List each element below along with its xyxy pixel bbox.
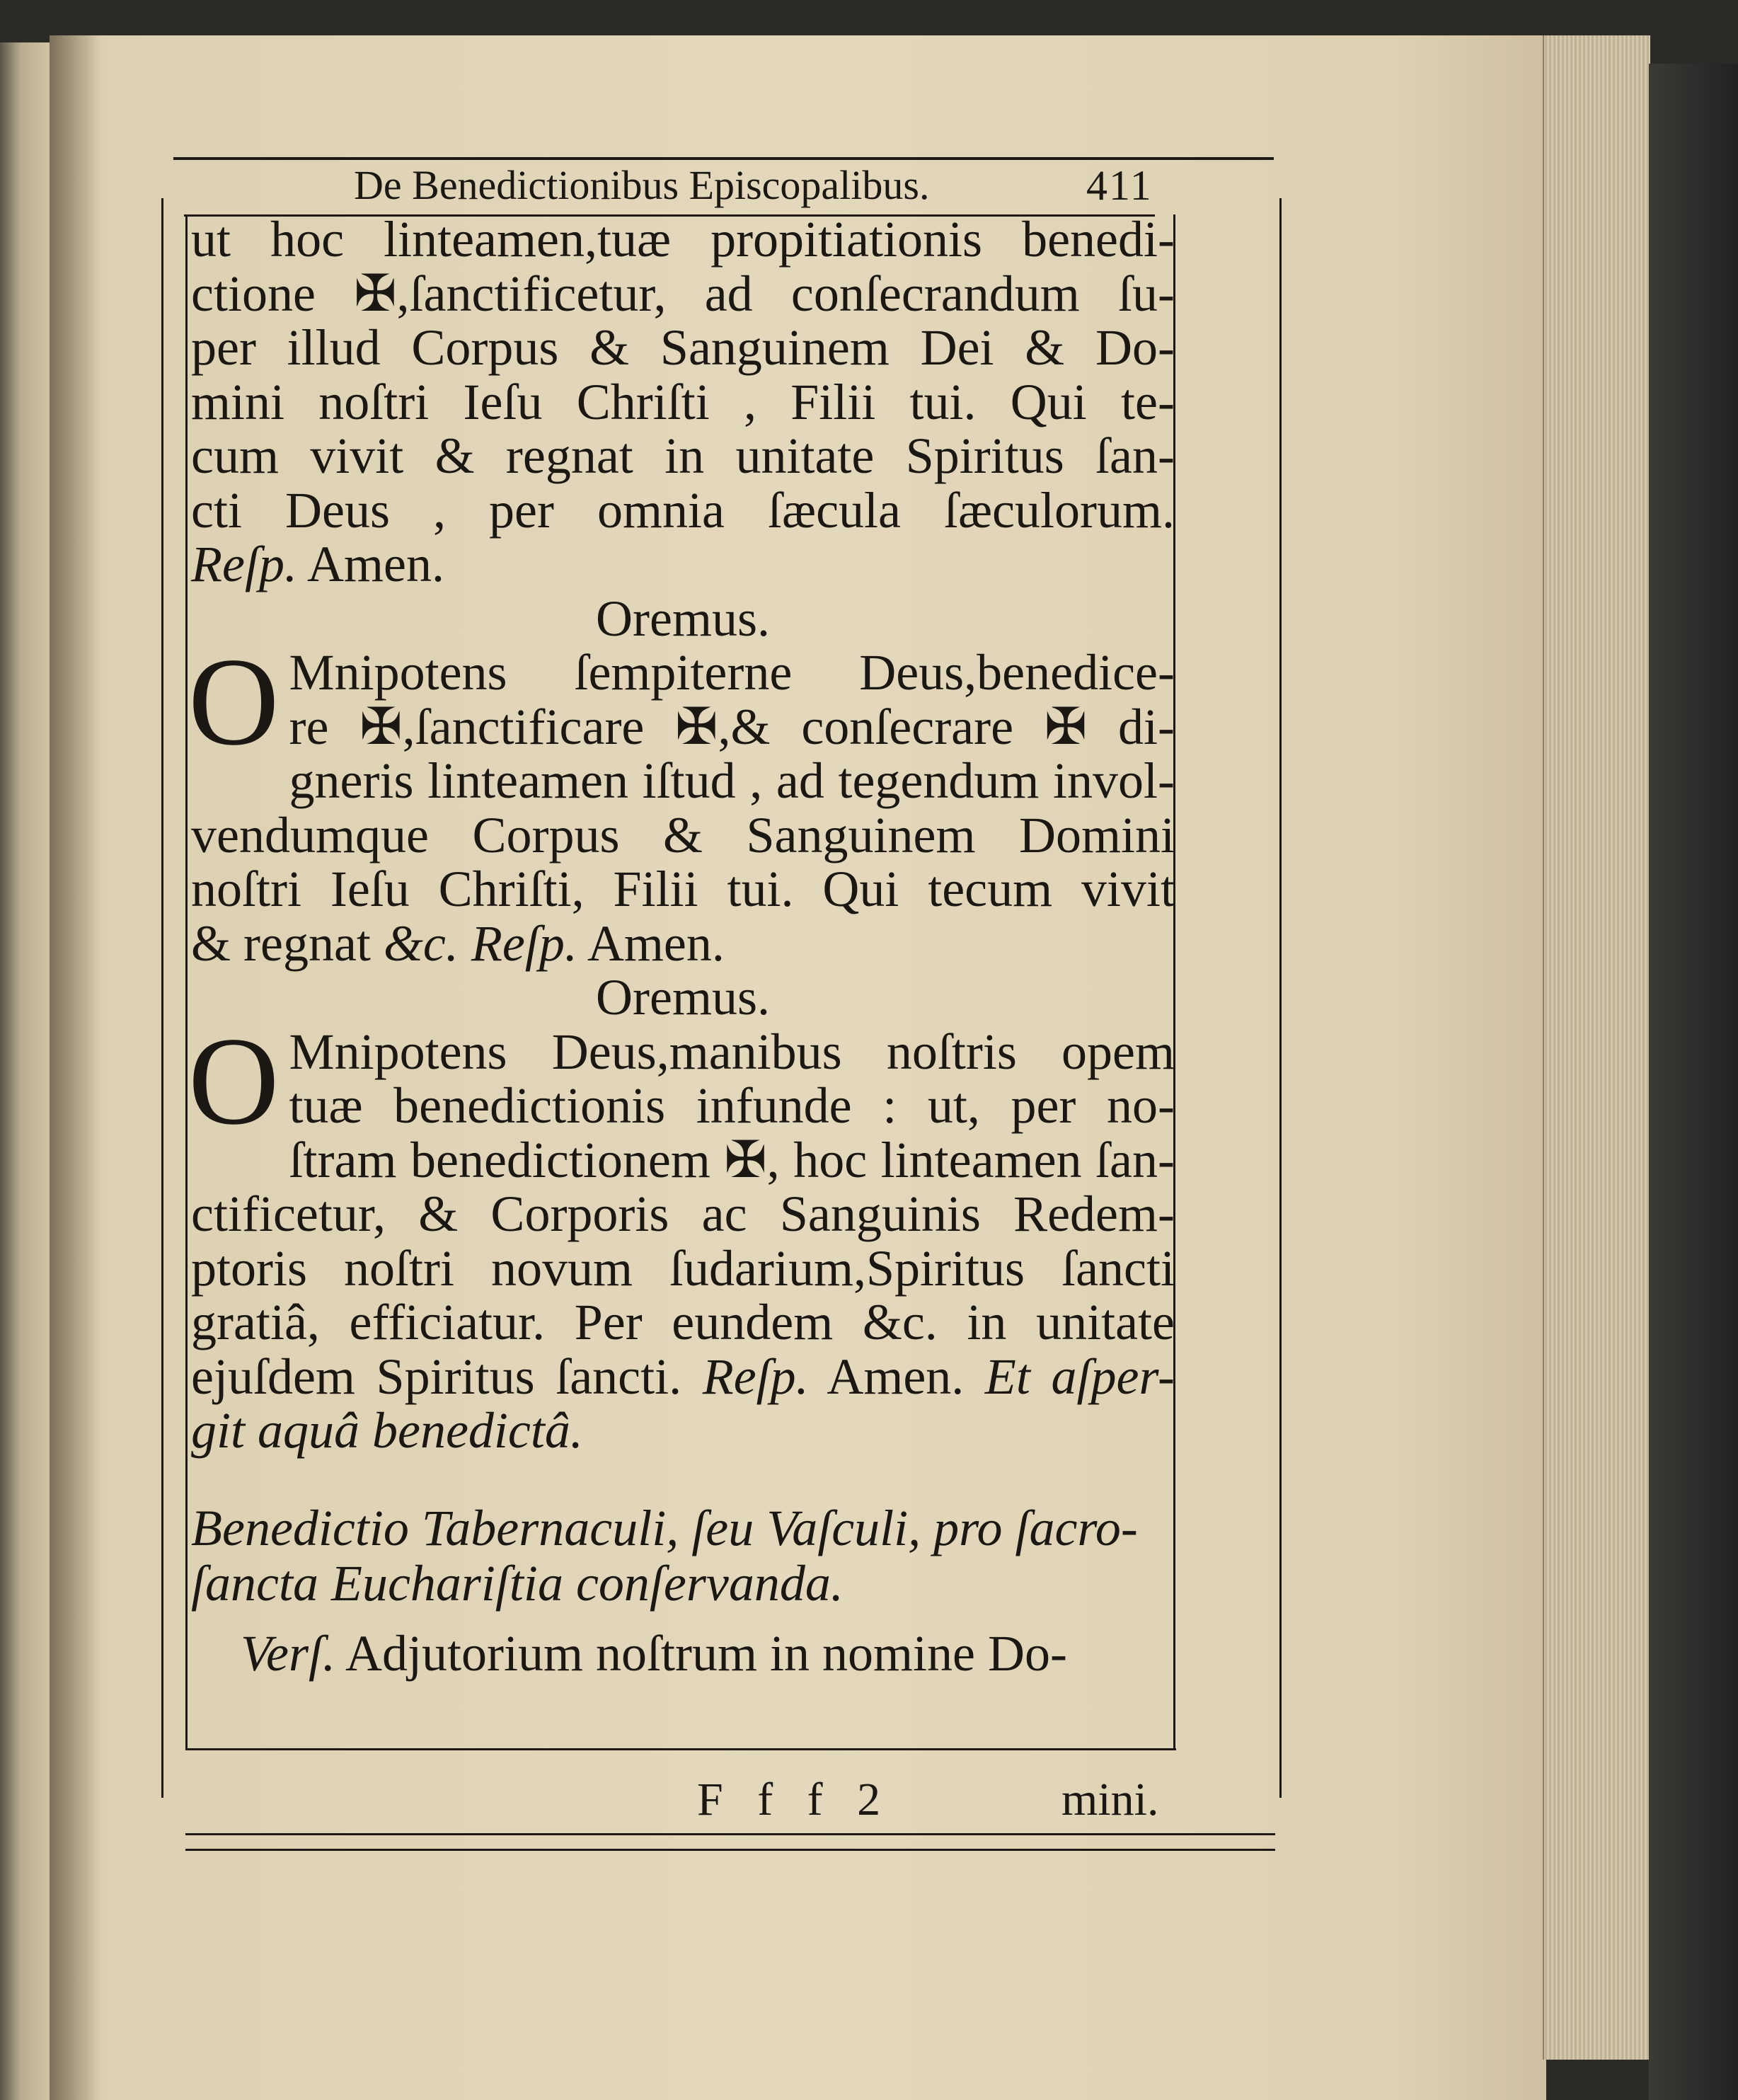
vers-label: Verſ. <box>241 1624 335 1682</box>
text-line: gneris linteamen iſtud , ad tegendum invol- <box>289 752 1175 809</box>
left-rule-inner <box>185 214 188 1750</box>
resp-text: Amen. <box>577 914 725 972</box>
catchword: mini. <box>1061 1774 1159 1825</box>
text-line <box>191 1626 1175 1681</box>
text-line: tuæ benedictionis infunde : ut, per no- <box>289 1077 1175 1134</box>
resp-label: Reſp. <box>458 914 577 972</box>
text-run: ejuſdem Spiritus ſancti. <box>191 1348 703 1405</box>
vers-text: Adjutorium noſtrum in nomine Do- <box>335 1624 1067 1682</box>
text-line <box>191 914 1175 972</box>
bottom-rule-outer <box>185 1833 1275 1835</box>
signature-mark: F f f 2 <box>697 1774 892 1825</box>
text-line: re ✠,ſanctificare ✠,& conſecrare ✠ di- <box>289 698 1175 755</box>
rubric: Et aſper- <box>984 1348 1175 1405</box>
text-line: vendumque Corpus & Sanguinem Domini <box>191 806 1175 863</box>
paragraph-3 <box>188 1010 1175 1459</box>
text-line: per illud Corpus & Sanguinem Dei & Do- <box>191 319 1175 376</box>
section-heading: Oremus. <box>596 969 770 1026</box>
resp-text: Amen. <box>297 536 444 592</box>
page-body <box>188 211 1175 1682</box>
etc-abbrev: &c. <box>383 914 459 972</box>
right-rule-outer <box>1279 198 1282 1798</box>
text-line: cum vivit & regnat in unitate Spiritus ſan- <box>191 428 1175 484</box>
text-line: ſtram benedictionem ✠, hoc linteamen ſan- <box>289 1131 1175 1188</box>
text-line: ut hoc linteamen,tuæ propitiationis benedi- <box>191 211 1175 268</box>
paragraph-2 <box>188 631 1175 972</box>
left-page-edge <box>0 42 51 2100</box>
text-line: Mnipotens Deus,manibus noſtris opem <box>289 1023 1175 1080</box>
text-line: mini noſtri Ieſu Chriſti , Filii tui. Qui te- <box>191 373 1175 430</box>
text-line: ctione ✠,ſanctificetur, ad conſecrandum ſu- <box>191 265 1175 322</box>
resp-label: Reſp. <box>191 536 297 592</box>
text-line: cti Deus , per omnia ſæcula ſæculorum. <box>191 481 1175 539</box>
text-line: noſtri Ieſu Chriſti, Filii tui. Qui tecum vivit <box>191 861 1175 917</box>
section-caption: ſancta Euchariſtia conſervanda. <box>191 1554 844 1612</box>
left-rule-outer <box>161 198 163 1798</box>
section-heading: Oremus. <box>596 590 770 647</box>
text-line: ctificetur, & Corporis ac Sanguinis Redem- <box>191 1186 1175 1242</box>
page-number: 411 <box>1086 162 1153 209</box>
page-fore-edge <box>1543 35 1650 2060</box>
spacer <box>191 1458 1175 1501</box>
text-line: Mnipotens ſempiterne Deus,benedice- <box>289 644 1175 701</box>
drop-cap: O <box>188 631 280 771</box>
text-run: Amen. <box>808 1348 985 1405</box>
section-caption: Benedictio Tabernaculi, ſeu Vaſculi, pro ſacro- <box>191 1499 1138 1556</box>
text-line: ptoris noſtri novum ſudarium,Spiritus ſancti <box>191 1239 1175 1297</box>
bottom-rule-extra <box>185 1849 1275 1851</box>
text-line <box>191 537 1175 592</box>
paragraph-1 <box>191 212 1175 592</box>
drop-cap: O <box>188 1010 280 1151</box>
spacer <box>191 1611 1175 1626</box>
text-run: & regnat <box>191 914 384 972</box>
running-title: De Benedictionibus Episcopalibus. <box>354 162 930 208</box>
rubric-line: git aquâ benedictâ. <box>191 1402 583 1459</box>
top-rule-outer <box>173 157 1274 160</box>
bottom-rule-inner <box>185 1748 1176 1750</box>
text-line <box>191 1350 1175 1404</box>
fore-edge-shadow <box>1649 64 1738 2100</box>
page-gutter-shadow <box>50 35 99 2100</box>
resp-label: Reſp. <box>702 1348 809 1405</box>
text-line: gratiâ, efficiatur. Per eundem &c. in unitate <box>191 1294 1175 1350</box>
